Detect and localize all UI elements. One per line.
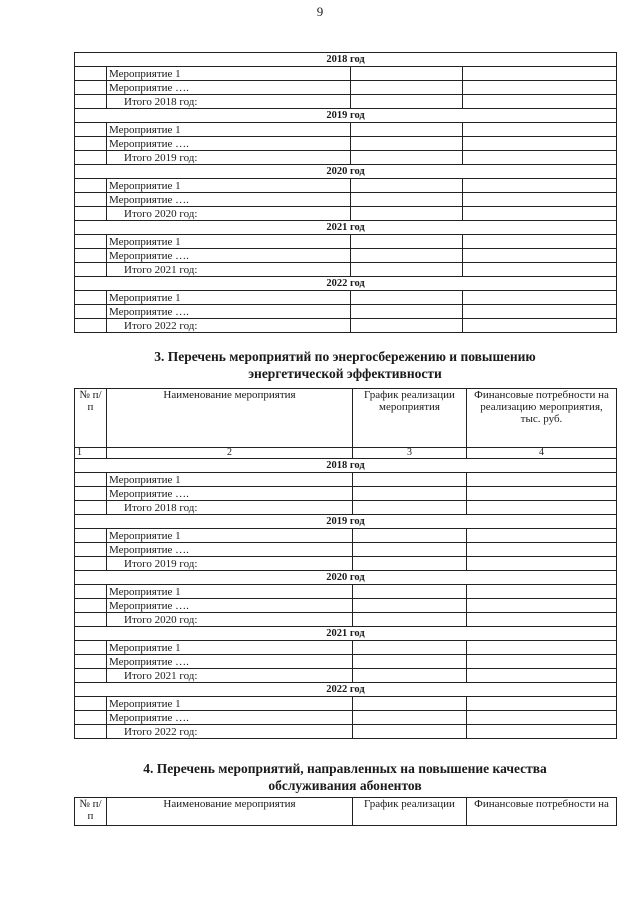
year-label: 2018 год (75, 53, 617, 67)
section-3-heading-line1: 3. Перечень мероприятий по энергосбережению и повышению (154, 349, 536, 364)
finance-cell (467, 599, 617, 613)
table-row (75, 137, 617, 151)
energy-saving-table (74, 388, 617, 739)
table-row (75, 599, 617, 613)
table-row (75, 263, 617, 277)
schedule-cell (353, 711, 467, 725)
year-label: 2019 год (75, 515, 617, 529)
year-total-label: Итого 2020 год: (107, 613, 353, 627)
table-row (75, 123, 617, 137)
event-name: Мероприятие 1 (107, 291, 351, 305)
year-row (75, 627, 617, 641)
year-total-label: Итого 2019 год: (107, 557, 353, 571)
schedule-cell (353, 725, 467, 739)
number-cell (75, 641, 107, 655)
schedule-cell (353, 669, 467, 683)
table-row (75, 235, 617, 249)
year-total-label: Итого 2018 год: (107, 501, 353, 515)
schedule-cell (353, 585, 467, 599)
year-total-label: Итого 2018 год: (107, 95, 351, 109)
number-cell (75, 557, 107, 571)
number-cell (75, 655, 107, 669)
table-row (75, 95, 617, 109)
finance-cell (463, 95, 617, 109)
event-name: Мероприятие …. (107, 137, 351, 151)
year-total-label: Итого 2019 год: (107, 151, 351, 165)
schedule-cell (351, 179, 463, 193)
event-name: Мероприятие …. (107, 711, 353, 725)
col-number-4: 4 (467, 448, 617, 459)
year-row (75, 459, 617, 473)
event-name: Мероприятие 1 (107, 585, 353, 599)
schedule-cell (351, 263, 463, 277)
schedule-cell (353, 473, 467, 487)
event-name: Мероприятие 1 (107, 67, 351, 81)
number-cell (75, 207, 107, 221)
schedule-cell (351, 235, 463, 249)
header-row (75, 798, 617, 826)
number-cell (75, 137, 107, 151)
table-row (75, 487, 617, 501)
table-row (75, 655, 617, 669)
number-cell (75, 291, 107, 305)
schedule-cell (351, 81, 463, 95)
header-row (75, 389, 617, 448)
number-cell (75, 697, 107, 711)
finance-cell (467, 501, 617, 515)
event-name: Мероприятие …. (107, 249, 351, 263)
finance-cell (463, 263, 617, 277)
number-cell (75, 193, 107, 207)
number-cell (75, 529, 107, 543)
col-header-name: Наименование мероприятия (107, 389, 353, 448)
finance-cell (463, 207, 617, 221)
schedule-cell (353, 487, 467, 501)
year-row (75, 571, 617, 585)
year-row (75, 165, 617, 179)
section-4-heading (74, 760, 616, 794)
table-row (75, 669, 617, 683)
number-cell (75, 725, 107, 739)
schedule-cell (351, 123, 463, 137)
event-name: Мероприятие 1 (107, 179, 351, 193)
section-4-heading-line2: обслуживания абонентов (268, 778, 422, 793)
year-total-label: Итого 2022 год: (107, 319, 351, 333)
schedule-cell (351, 137, 463, 151)
schedule-cell (353, 613, 467, 627)
schedule-cell (351, 67, 463, 81)
finance-cell (463, 137, 617, 151)
finance-cell (463, 179, 617, 193)
table-row (75, 319, 617, 333)
number-cell (75, 305, 107, 319)
number-cell (75, 263, 107, 277)
schedule-cell (353, 529, 467, 543)
event-name: Мероприятие …. (107, 193, 351, 207)
table-row (75, 291, 617, 305)
year-row (75, 53, 617, 67)
event-name: Мероприятие 1 (107, 697, 353, 711)
event-name: Мероприятие …. (107, 81, 351, 95)
section-3-heading-line2: энергетической эффективности (248, 366, 442, 381)
number-cell (75, 179, 107, 193)
year-label: 2020 год (75, 571, 617, 585)
table-row (75, 193, 617, 207)
finance-cell (463, 151, 617, 165)
col-number-2: 2 (107, 448, 353, 459)
schedule-cell (353, 543, 467, 557)
finance-cell (463, 291, 617, 305)
year-label: 2022 год (75, 277, 617, 291)
year-label: 2022 год (75, 683, 617, 697)
year-total-label: Итого 2020 год: (107, 207, 351, 221)
col-number-3: 3 (353, 448, 467, 459)
events-table-continued (74, 52, 617, 333)
finance-cell (463, 235, 617, 249)
table-row (75, 697, 617, 711)
number-cell (75, 501, 107, 515)
year-total-label: Итого 2021 год: (107, 263, 351, 277)
table-row (75, 613, 617, 627)
year-row (75, 515, 617, 529)
col-header-name: Наименование мероприятия (107, 798, 353, 826)
schedule-cell (351, 207, 463, 221)
schedule-cell (351, 95, 463, 109)
number-cell (75, 235, 107, 249)
table-row (75, 81, 617, 95)
page-number: 9 (316, 4, 324, 19)
event-name: Мероприятие 1 (107, 641, 353, 655)
finance-cell (467, 641, 617, 655)
table-row (75, 249, 617, 263)
number-cell (75, 599, 107, 613)
table-row (75, 543, 617, 557)
table-row (75, 67, 617, 81)
column-numbers-row (75, 448, 617, 459)
table-row (75, 641, 617, 655)
col-header-schedule: График реализации (353, 798, 467, 826)
table-row (75, 179, 617, 193)
schedule-cell (353, 599, 467, 613)
col-header-finance: Финансовые потребности на реализацию мероприятия, тыс. руб. (467, 389, 617, 448)
col-header-schedule: График реализации мероприятия (353, 389, 467, 448)
col-header-finance: Финансовые потребности на (467, 798, 617, 826)
number-cell (75, 67, 107, 81)
finance-cell (463, 123, 617, 137)
finance-cell (467, 613, 617, 627)
table-row (75, 305, 617, 319)
col-number-1: 1 (75, 448, 107, 459)
finance-cell (467, 543, 617, 557)
finance-cell (467, 585, 617, 599)
finance-cell (467, 669, 617, 683)
table-row (75, 151, 617, 165)
finance-cell (463, 81, 617, 95)
year-label: 2020 год (75, 165, 617, 179)
year-row (75, 221, 617, 235)
number-cell (75, 319, 107, 333)
number-cell (75, 613, 107, 627)
finance-cell (467, 697, 617, 711)
section-4-heading-line1: 4. Перечень мероприятий, направленных на повышение качества (143, 761, 547, 776)
number-cell (75, 585, 107, 599)
finance-cell (463, 319, 617, 333)
finance-cell (467, 487, 617, 501)
number-cell (75, 95, 107, 109)
event-name: Мероприятие 1 (107, 123, 351, 137)
event-name: Мероприятие 1 (107, 235, 351, 249)
finance-cell (463, 67, 617, 81)
col-header-number: № п/п (75, 798, 107, 826)
table-row (75, 529, 617, 543)
schedule-cell (353, 655, 467, 669)
year-label: 2021 год (75, 221, 617, 235)
finance-cell (467, 711, 617, 725)
table-row (75, 711, 617, 725)
table-row (75, 473, 617, 487)
number-cell (75, 711, 107, 725)
schedule-cell (353, 641, 467, 655)
table-row (75, 557, 617, 571)
finance-cell (467, 473, 617, 487)
finance-cell (467, 529, 617, 543)
finance-cell (463, 249, 617, 263)
schedule-cell (351, 291, 463, 305)
section-3-heading (74, 348, 616, 382)
schedule-cell (351, 151, 463, 165)
event-name: Мероприятие …. (107, 655, 353, 669)
number-cell (75, 669, 107, 683)
event-name: Мероприятие 1 (107, 529, 353, 543)
service-quality-table (74, 797, 617, 826)
number-cell (75, 123, 107, 137)
finance-cell (467, 655, 617, 669)
table-row (75, 585, 617, 599)
finance-cell (467, 557, 617, 571)
event-name: Мероприятие 1 (107, 473, 353, 487)
schedule-cell (353, 557, 467, 571)
schedule-cell (351, 193, 463, 207)
event-name: Мероприятие …. (107, 305, 351, 319)
table-row (75, 207, 617, 221)
number-cell (75, 249, 107, 263)
number-cell (75, 151, 107, 165)
schedule-cell (351, 305, 463, 319)
year-label: 2021 год (75, 627, 617, 641)
number-cell (75, 543, 107, 557)
year-label: 2019 год (75, 109, 617, 123)
event-name: Мероприятие …. (107, 599, 353, 613)
schedule-cell (351, 249, 463, 263)
schedule-cell (351, 319, 463, 333)
year-total-label: Итого 2022 год: (107, 725, 353, 739)
table-row (75, 501, 617, 515)
year-total-label: Итого 2021 год: (107, 669, 353, 683)
schedule-cell (353, 697, 467, 711)
schedule-cell (353, 501, 467, 515)
event-name: Мероприятие …. (107, 487, 353, 501)
table-row (75, 725, 617, 739)
number-cell (75, 487, 107, 501)
year-label: 2018 год (75, 459, 617, 473)
number-cell (75, 473, 107, 487)
col-header-number: № п/п (75, 389, 107, 448)
event-name: Мероприятие …. (107, 543, 353, 557)
number-cell (75, 81, 107, 95)
year-row (75, 109, 617, 123)
finance-cell (463, 193, 617, 207)
year-row (75, 277, 617, 291)
year-row (75, 683, 617, 697)
finance-cell (467, 725, 617, 739)
finance-cell (463, 305, 617, 319)
